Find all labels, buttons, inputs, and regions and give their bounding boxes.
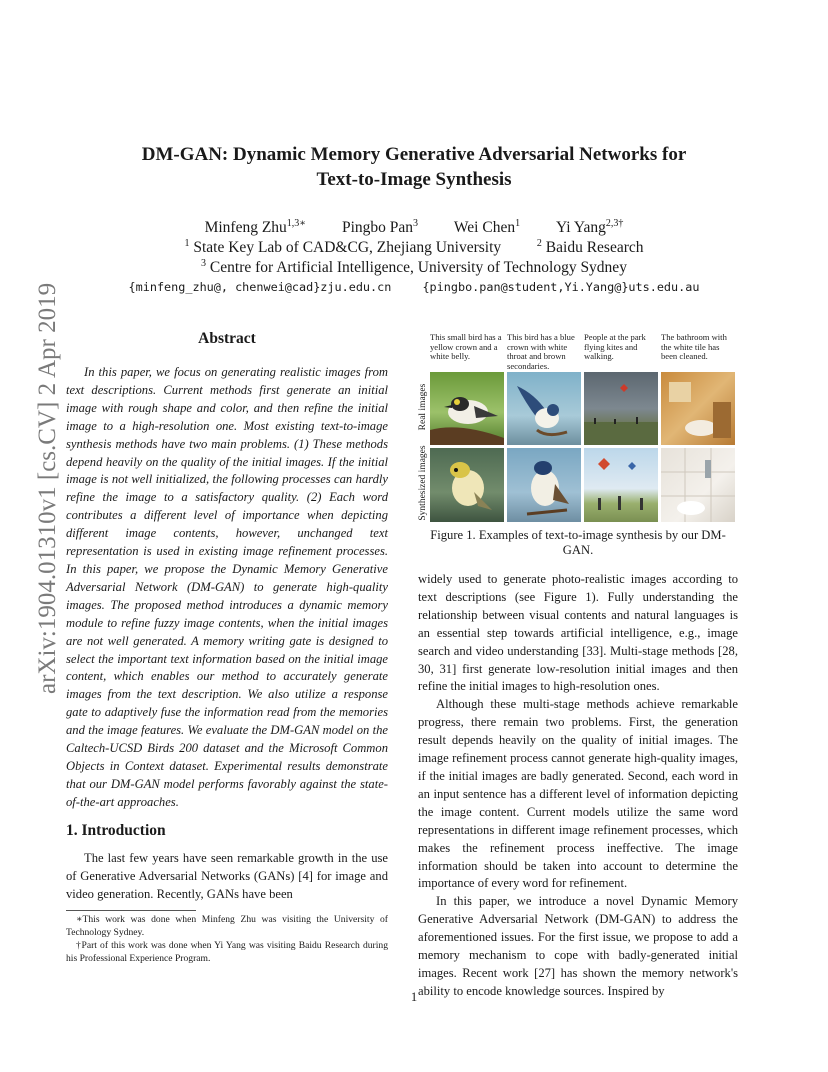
paragraph: widely used to generate photo-realistic images according to text descriptions (see Figure 1). Fully understanding the relationship between visual contents and natural languages is an essential step towards artificial intelligence, e.g., image search and video understanding [33]. Multi-stage methods [28, 30, 31] first generate low-resolution initial images and then refine the initial images to high-resolution ones. xyxy=(418,572,738,694)
real-image-bird-1 xyxy=(430,372,504,445)
title-line-1: DM-GAN: Dynamic Memory Generative Adversarial Networks for xyxy=(141,144,687,165)
abstract-heading: Abstract xyxy=(198,330,256,347)
email[interactable]: {pingbo.pan@student,Yi.Yang@}uts.edu.au xyxy=(422,280,700,294)
synth-image-bird-1 xyxy=(430,448,504,522)
row-label-real: Real images xyxy=(418,383,428,431)
author: Wei Chen$^1$ xyxy=(453,218,521,237)
real-image-bathroom xyxy=(661,372,735,445)
synth-image-park xyxy=(584,448,658,522)
figure-caption-col-4: The bathroom with the white tile has been cleaned. xyxy=(661,332,727,362)
intro-paragraph: The last few years have seen remarkable growth in the use of Generative Adversarial Networks (GANs) [4] for image and video generation. Recently, GANs have been xyxy=(66,851,388,901)
affiliation-line-2: $^3$ Centre for Artificial Intelligence, University of Technology Sydney xyxy=(201,258,627,277)
author: Minfeng Zhu$^{1,3∗}$ xyxy=(204,218,307,237)
figure-caption-col-2: This bird has a blue crown with white throat and brown secondaries. xyxy=(507,332,575,371)
section-heading: 1. Introduction xyxy=(66,822,166,839)
figure-caption-col-1: This small bird has a yellow crown and a white belly. xyxy=(430,332,502,362)
email[interactable]: {minfeng_zhu@, chenwei@cad}zju.edu.cn xyxy=(128,280,392,294)
email-line xyxy=(0,280,828,294)
figure-caption-col-3: People at the park flying kites and walking. xyxy=(584,332,646,362)
title-line-2: Text-to-Image Synthesis xyxy=(316,169,512,190)
author: Yi Yang$^{2,3\dagger}$ xyxy=(555,218,624,237)
footnote: ∗This work was done when Minfeng Zhu was visiting the University of Technology Sydney. xyxy=(66,914,388,938)
figure-caption: Figure 1. Examples of text-to-image synthesis by our DM-GAN. xyxy=(430,528,726,557)
synth-image-bathroom xyxy=(661,448,735,522)
paper-title xyxy=(0,142,828,192)
row-label-synth: Synthesized images xyxy=(418,445,428,521)
paragraph: In this paper, we introduce a novel Dynamic Memory Generative Adversarial Network (DM-GAN) to address the aforementioned issues. For the first issue, we propose to add a memory mechanism to cope with badly-generated initial images. Recent work [27] has shown the memory network's ability to encode knowledge sources. Inspired by xyxy=(418,894,738,998)
footnote-rule xyxy=(66,910,196,911)
affiliation-line-1: $^1$ State Key Lab of CAD&CG, Zhejiang University $^2$ Baidu Research xyxy=(184,238,644,257)
paragraph: Although these multi-stage methods achieve remarkable progress, there remain two problems. First, the generation result depends heavily on the quality of initial images. The image refinement process cannot generate high-quality images, if the initial images are badly generated. Second, each word in an input sentence has a different level of information depicting the image content. Current models utilize the same word representations in different image refinement processes, which makes the refinement process ineffective. The image information should be taken into account to determine the importance of every word for refinement. xyxy=(418,697,738,891)
arxiv-identifier: arXiv:1904.01310v1 [cs.CV] 2 Apr 2019 xyxy=(34,282,61,694)
right-column-text xyxy=(418,571,738,1001)
real-image-park xyxy=(584,372,658,445)
author-list xyxy=(0,218,828,237)
footnote: †Part of this work was done when Yi Yang was visiting Baidu Research during his Professional Experience Program. xyxy=(66,940,388,964)
synth-image-bird-2 xyxy=(507,448,581,522)
abstract-text: In this paper, we focus on generating realistic images from text descriptions. Current methods first generate an initial image with rough shape and color, and then refine the initial image to a high-resolution one. Most existing text-to-image synthesis methods have two main problems. (1) These methods depend heavily on the quality of the initial images. If the initial image is not well initialized, the following processes can hardly refine the image to a satisfactory quality. (2) Each word contributes a different level of importance when depicting different image contents, however, unchanged text representation is used in existing image refinement processes. In this paper, we propose the Dynamic Memory Generative Adversarial Network (DM-GAN) to generate high-quality images. The proposed method introduces a dynamic memory module to refine fuzzy image contents, when the initial images are not well generated. A memory writing gate is designed to select the important text information based on the initial image content, which enables our method to accurately generate images from the text description. We also utilize a response gate to adaptively fuse the information read from the memories and the image features. We evaluate the DM-GAN model on the Caltech-UCSD Birds 200 dataset and the Microsoft Common Objects in Context dataset. Experimental results demonstrate that our DM-GAN model performs favorably against the state-of-the-art approaches. xyxy=(66,365,388,809)
real-image-bird-2 xyxy=(507,372,581,445)
page-number: 1 xyxy=(410,990,418,1004)
author: Pingbo Pan$^3$ xyxy=(341,218,419,237)
